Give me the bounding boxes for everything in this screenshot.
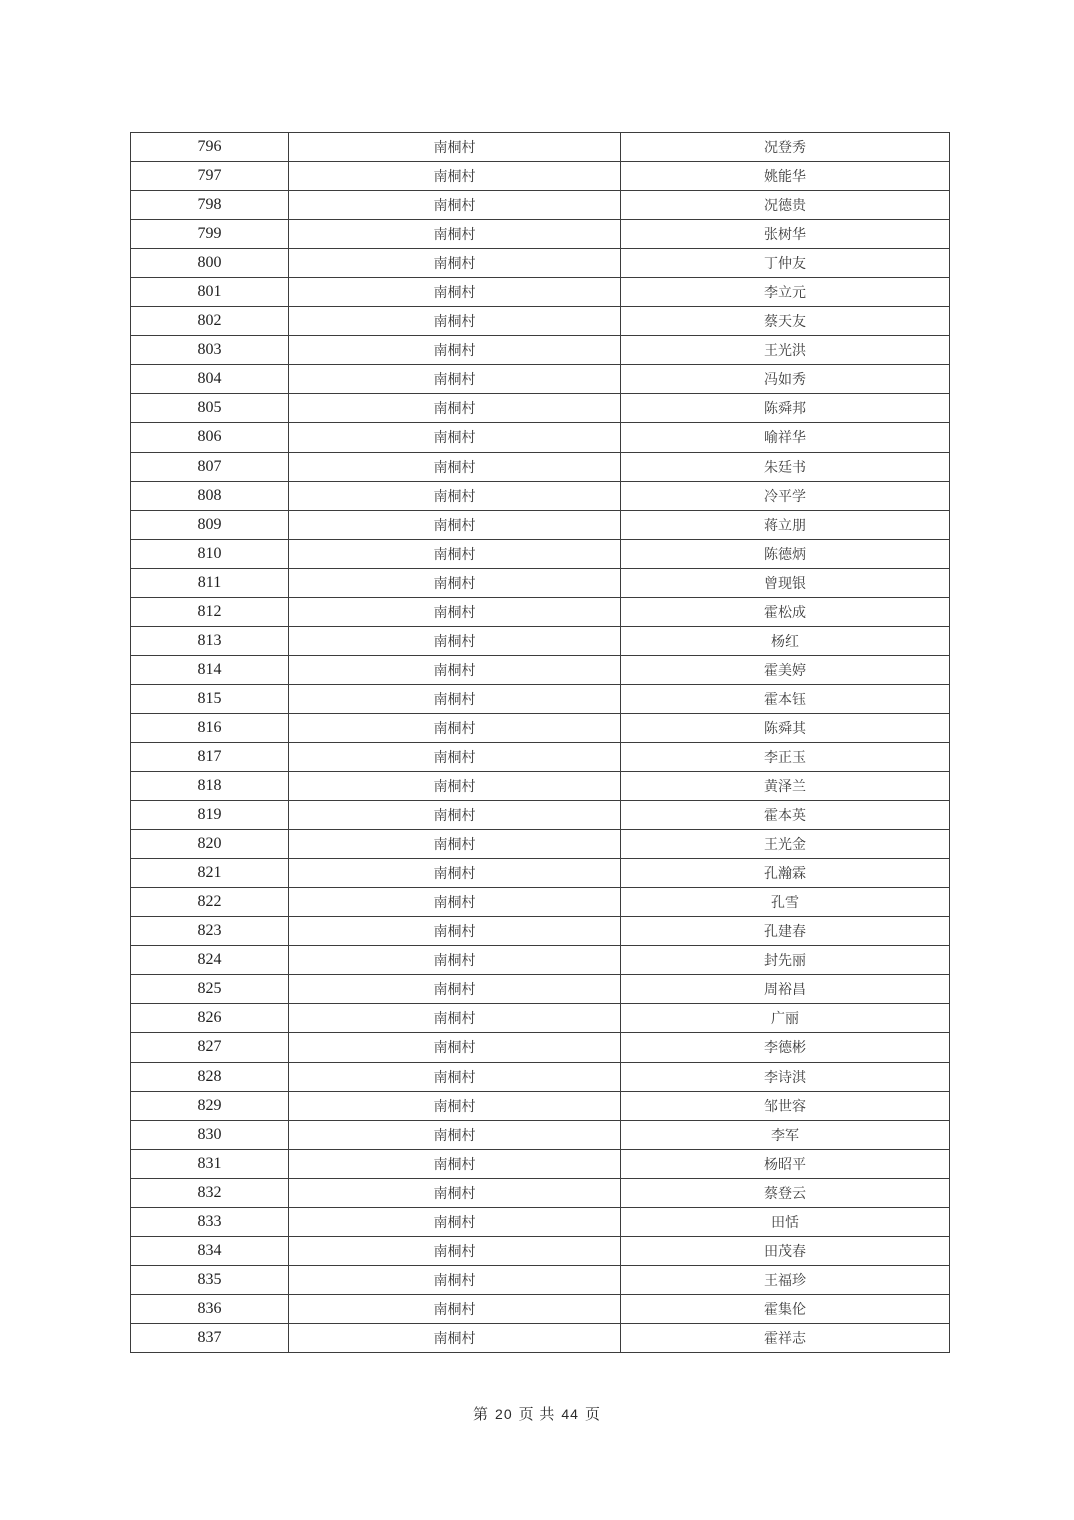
name-cell: 况登秀 xyxy=(621,133,950,162)
name-cell: 李德彬 xyxy=(621,1033,950,1062)
row-number: 810 xyxy=(131,539,289,568)
table-row xyxy=(131,830,950,859)
table-row xyxy=(131,336,950,365)
name-cell: 黄泽兰 xyxy=(621,772,950,801)
village-cell: 南桐村 xyxy=(289,975,621,1004)
name-cell: 李立元 xyxy=(621,278,950,307)
village-cell: 南桐村 xyxy=(289,336,621,365)
table-row xyxy=(131,597,950,626)
village-cell: 南桐村 xyxy=(289,249,621,278)
village-cell: 南桐村 xyxy=(289,655,621,684)
village-cell: 南桐村 xyxy=(289,1207,621,1236)
table-row xyxy=(131,1323,950,1352)
table-row xyxy=(131,1149,950,1178)
village-cell: 南桐村 xyxy=(289,1294,621,1323)
village-cell: 南桐村 xyxy=(289,859,621,888)
row-number: 799 xyxy=(131,220,289,249)
village-cell: 南桐村 xyxy=(289,539,621,568)
row-number: 816 xyxy=(131,713,289,742)
name-cell: 王光洪 xyxy=(621,336,950,365)
row-number: 833 xyxy=(131,1207,289,1236)
footer-total-pages: 44 xyxy=(561,1406,579,1422)
village-cell: 南桐村 xyxy=(289,1120,621,1149)
table-row xyxy=(131,307,950,336)
name-cell: 霍本钰 xyxy=(621,684,950,713)
row-number: 812 xyxy=(131,597,289,626)
row-number: 814 xyxy=(131,655,289,684)
name-cell: 张树华 xyxy=(621,220,950,249)
name-cell: 邹世容 xyxy=(621,1091,950,1120)
village-cell: 南桐村 xyxy=(289,307,621,336)
table-row xyxy=(131,133,950,162)
table-row xyxy=(131,655,950,684)
table-row xyxy=(131,452,950,481)
name-cell: 孔建春 xyxy=(621,917,950,946)
village-cell: 南桐村 xyxy=(289,394,621,423)
row-number: 835 xyxy=(131,1265,289,1294)
table-row xyxy=(131,220,950,249)
row-number: 820 xyxy=(131,830,289,859)
name-cell: 冯如秀 xyxy=(621,365,950,394)
row-number: 798 xyxy=(131,191,289,220)
village-cell: 南桐村 xyxy=(289,917,621,946)
table-row xyxy=(131,888,950,917)
row-number: 805 xyxy=(131,394,289,423)
village-cell: 南桐村 xyxy=(289,1236,621,1265)
row-number: 834 xyxy=(131,1236,289,1265)
village-cell: 南桐村 xyxy=(289,162,621,191)
row-number: 809 xyxy=(131,510,289,539)
row-number: 817 xyxy=(131,742,289,771)
row-number: 827 xyxy=(131,1033,289,1062)
name-cell: 蒋立朋 xyxy=(621,510,950,539)
village-cell: 南桐村 xyxy=(289,278,621,307)
table-row xyxy=(131,1294,950,1323)
village-cell: 南桐村 xyxy=(289,481,621,510)
name-cell: 况德贵 xyxy=(621,191,950,220)
table-row xyxy=(131,1033,950,1062)
name-cell: 封先丽 xyxy=(621,946,950,975)
row-number: 807 xyxy=(131,452,289,481)
table-row xyxy=(131,278,950,307)
name-cell: 霍集伦 xyxy=(621,1294,950,1323)
row-number: 813 xyxy=(131,626,289,655)
village-cell: 南桐村 xyxy=(289,1178,621,1207)
table-row xyxy=(131,481,950,510)
village-cell: 南桐村 xyxy=(289,888,621,917)
name-cell: 孔雪 xyxy=(621,888,950,917)
table-row xyxy=(131,859,950,888)
village-cell: 南桐村 xyxy=(289,626,621,655)
row-number: 818 xyxy=(131,772,289,801)
village-cell: 南桐村 xyxy=(289,1033,621,1062)
table-row xyxy=(131,1265,950,1294)
name-cell: 霍美婷 xyxy=(621,655,950,684)
table-row xyxy=(131,1178,950,1207)
row-number: 801 xyxy=(131,278,289,307)
table-row xyxy=(131,365,950,394)
table-row xyxy=(131,510,950,539)
row-number: 811 xyxy=(131,568,289,597)
row-number: 806 xyxy=(131,423,289,452)
village-cell: 南桐村 xyxy=(289,801,621,830)
table-row xyxy=(131,975,950,1004)
name-cell: 杨红 xyxy=(621,626,950,655)
name-cell: 霍本英 xyxy=(621,801,950,830)
table-row xyxy=(131,742,950,771)
name-cell: 喻祥华 xyxy=(621,423,950,452)
table-row xyxy=(131,1120,950,1149)
village-cell: 南桐村 xyxy=(289,946,621,975)
table-row xyxy=(131,772,950,801)
footer-suffix: 页 xyxy=(584,1407,601,1423)
row-number: 808 xyxy=(131,481,289,510)
name-cell: 霍松成 xyxy=(621,597,950,626)
name-cell: 蔡天友 xyxy=(621,307,950,336)
village-cell: 南桐村 xyxy=(289,133,621,162)
row-number: 829 xyxy=(131,1091,289,1120)
village-cell: 南桐村 xyxy=(289,1323,621,1352)
name-cell: 冷平学 xyxy=(621,481,950,510)
name-cell: 王光金 xyxy=(621,830,950,859)
name-cell: 周裕昌 xyxy=(621,975,950,1004)
name-cell: 王福珍 xyxy=(621,1265,950,1294)
name-cell: 曾现银 xyxy=(621,568,950,597)
footer-prefix: 第 xyxy=(473,1407,490,1423)
village-cell: 南桐村 xyxy=(289,1265,621,1294)
table-row xyxy=(131,1004,950,1033)
table-row xyxy=(131,917,950,946)
name-cell: 杨昭平 xyxy=(621,1149,950,1178)
name-cell: 李军 xyxy=(621,1120,950,1149)
row-number: 823 xyxy=(131,917,289,946)
row-number: 826 xyxy=(131,1004,289,1033)
row-number: 837 xyxy=(131,1323,289,1352)
row-number: 797 xyxy=(131,162,289,191)
row-number: 836 xyxy=(131,1294,289,1323)
table-row xyxy=(131,162,950,191)
table-row xyxy=(131,249,950,278)
village-cell: 南桐村 xyxy=(289,1149,621,1178)
table-row xyxy=(131,801,950,830)
page-footer xyxy=(0,1403,1074,1424)
row-number: 828 xyxy=(131,1062,289,1091)
roster-table-body xyxy=(131,133,950,1353)
village-cell: 南桐村 xyxy=(289,830,621,859)
row-number: 831 xyxy=(131,1149,289,1178)
footer-mid-label: 页 共 xyxy=(518,1407,556,1423)
table-row xyxy=(131,713,950,742)
village-cell: 南桐村 xyxy=(289,597,621,626)
row-number: 800 xyxy=(131,249,289,278)
row-number: 832 xyxy=(131,1178,289,1207)
village-cell: 南桐村 xyxy=(289,220,621,249)
village-cell: 南桐村 xyxy=(289,510,621,539)
village-cell: 南桐村 xyxy=(289,423,621,452)
village-cell: 南桐村 xyxy=(289,1062,621,1091)
village-cell: 南桐村 xyxy=(289,713,621,742)
village-cell: 南桐村 xyxy=(289,1004,621,1033)
table-row xyxy=(131,1207,950,1236)
row-number: 796 xyxy=(131,133,289,162)
row-number: 821 xyxy=(131,859,289,888)
row-number: 825 xyxy=(131,975,289,1004)
name-cell: 姚能华 xyxy=(621,162,950,191)
row-number: 819 xyxy=(131,801,289,830)
village-cell: 南桐村 xyxy=(289,365,621,394)
table-row xyxy=(131,1091,950,1120)
name-cell: 陈舜其 xyxy=(621,713,950,742)
row-number: 822 xyxy=(131,888,289,917)
roster-table xyxy=(130,132,950,1353)
village-cell: 南桐村 xyxy=(289,568,621,597)
row-number: 802 xyxy=(131,307,289,336)
table-row xyxy=(131,1062,950,1091)
footer-page-number: 20 xyxy=(495,1406,513,1422)
name-cell: 朱廷书 xyxy=(621,452,950,481)
name-cell: 霍祥志 xyxy=(621,1323,950,1352)
name-cell: 陈德炳 xyxy=(621,539,950,568)
row-number: 830 xyxy=(131,1120,289,1149)
village-cell: 南桐村 xyxy=(289,1091,621,1120)
row-number: 803 xyxy=(131,336,289,365)
table-row xyxy=(131,394,950,423)
village-cell: 南桐村 xyxy=(289,772,621,801)
table-row xyxy=(131,191,950,220)
table-row xyxy=(131,568,950,597)
table-row xyxy=(131,1236,950,1265)
village-cell: 南桐村 xyxy=(289,191,621,220)
name-cell: 田茂春 xyxy=(621,1236,950,1265)
row-number: 804 xyxy=(131,365,289,394)
row-number: 824 xyxy=(131,946,289,975)
table-row xyxy=(131,946,950,975)
village-cell: 南桐村 xyxy=(289,452,621,481)
name-cell: 广丽 xyxy=(621,1004,950,1033)
name-cell: 孔瀚霖 xyxy=(621,859,950,888)
village-cell: 南桐村 xyxy=(289,742,621,771)
table-row xyxy=(131,423,950,452)
name-cell: 蔡登云 xyxy=(621,1178,950,1207)
name-cell: 丁仲友 xyxy=(621,249,950,278)
table-row xyxy=(131,626,950,655)
row-number: 815 xyxy=(131,684,289,713)
village-cell: 南桐村 xyxy=(289,684,621,713)
name-cell: 李诗淇 xyxy=(621,1062,950,1091)
table-row xyxy=(131,539,950,568)
name-cell: 李正玉 xyxy=(621,742,950,771)
table-row xyxy=(131,684,950,713)
name-cell: 陈舜邦 xyxy=(621,394,950,423)
name-cell: 田恬 xyxy=(621,1207,950,1236)
